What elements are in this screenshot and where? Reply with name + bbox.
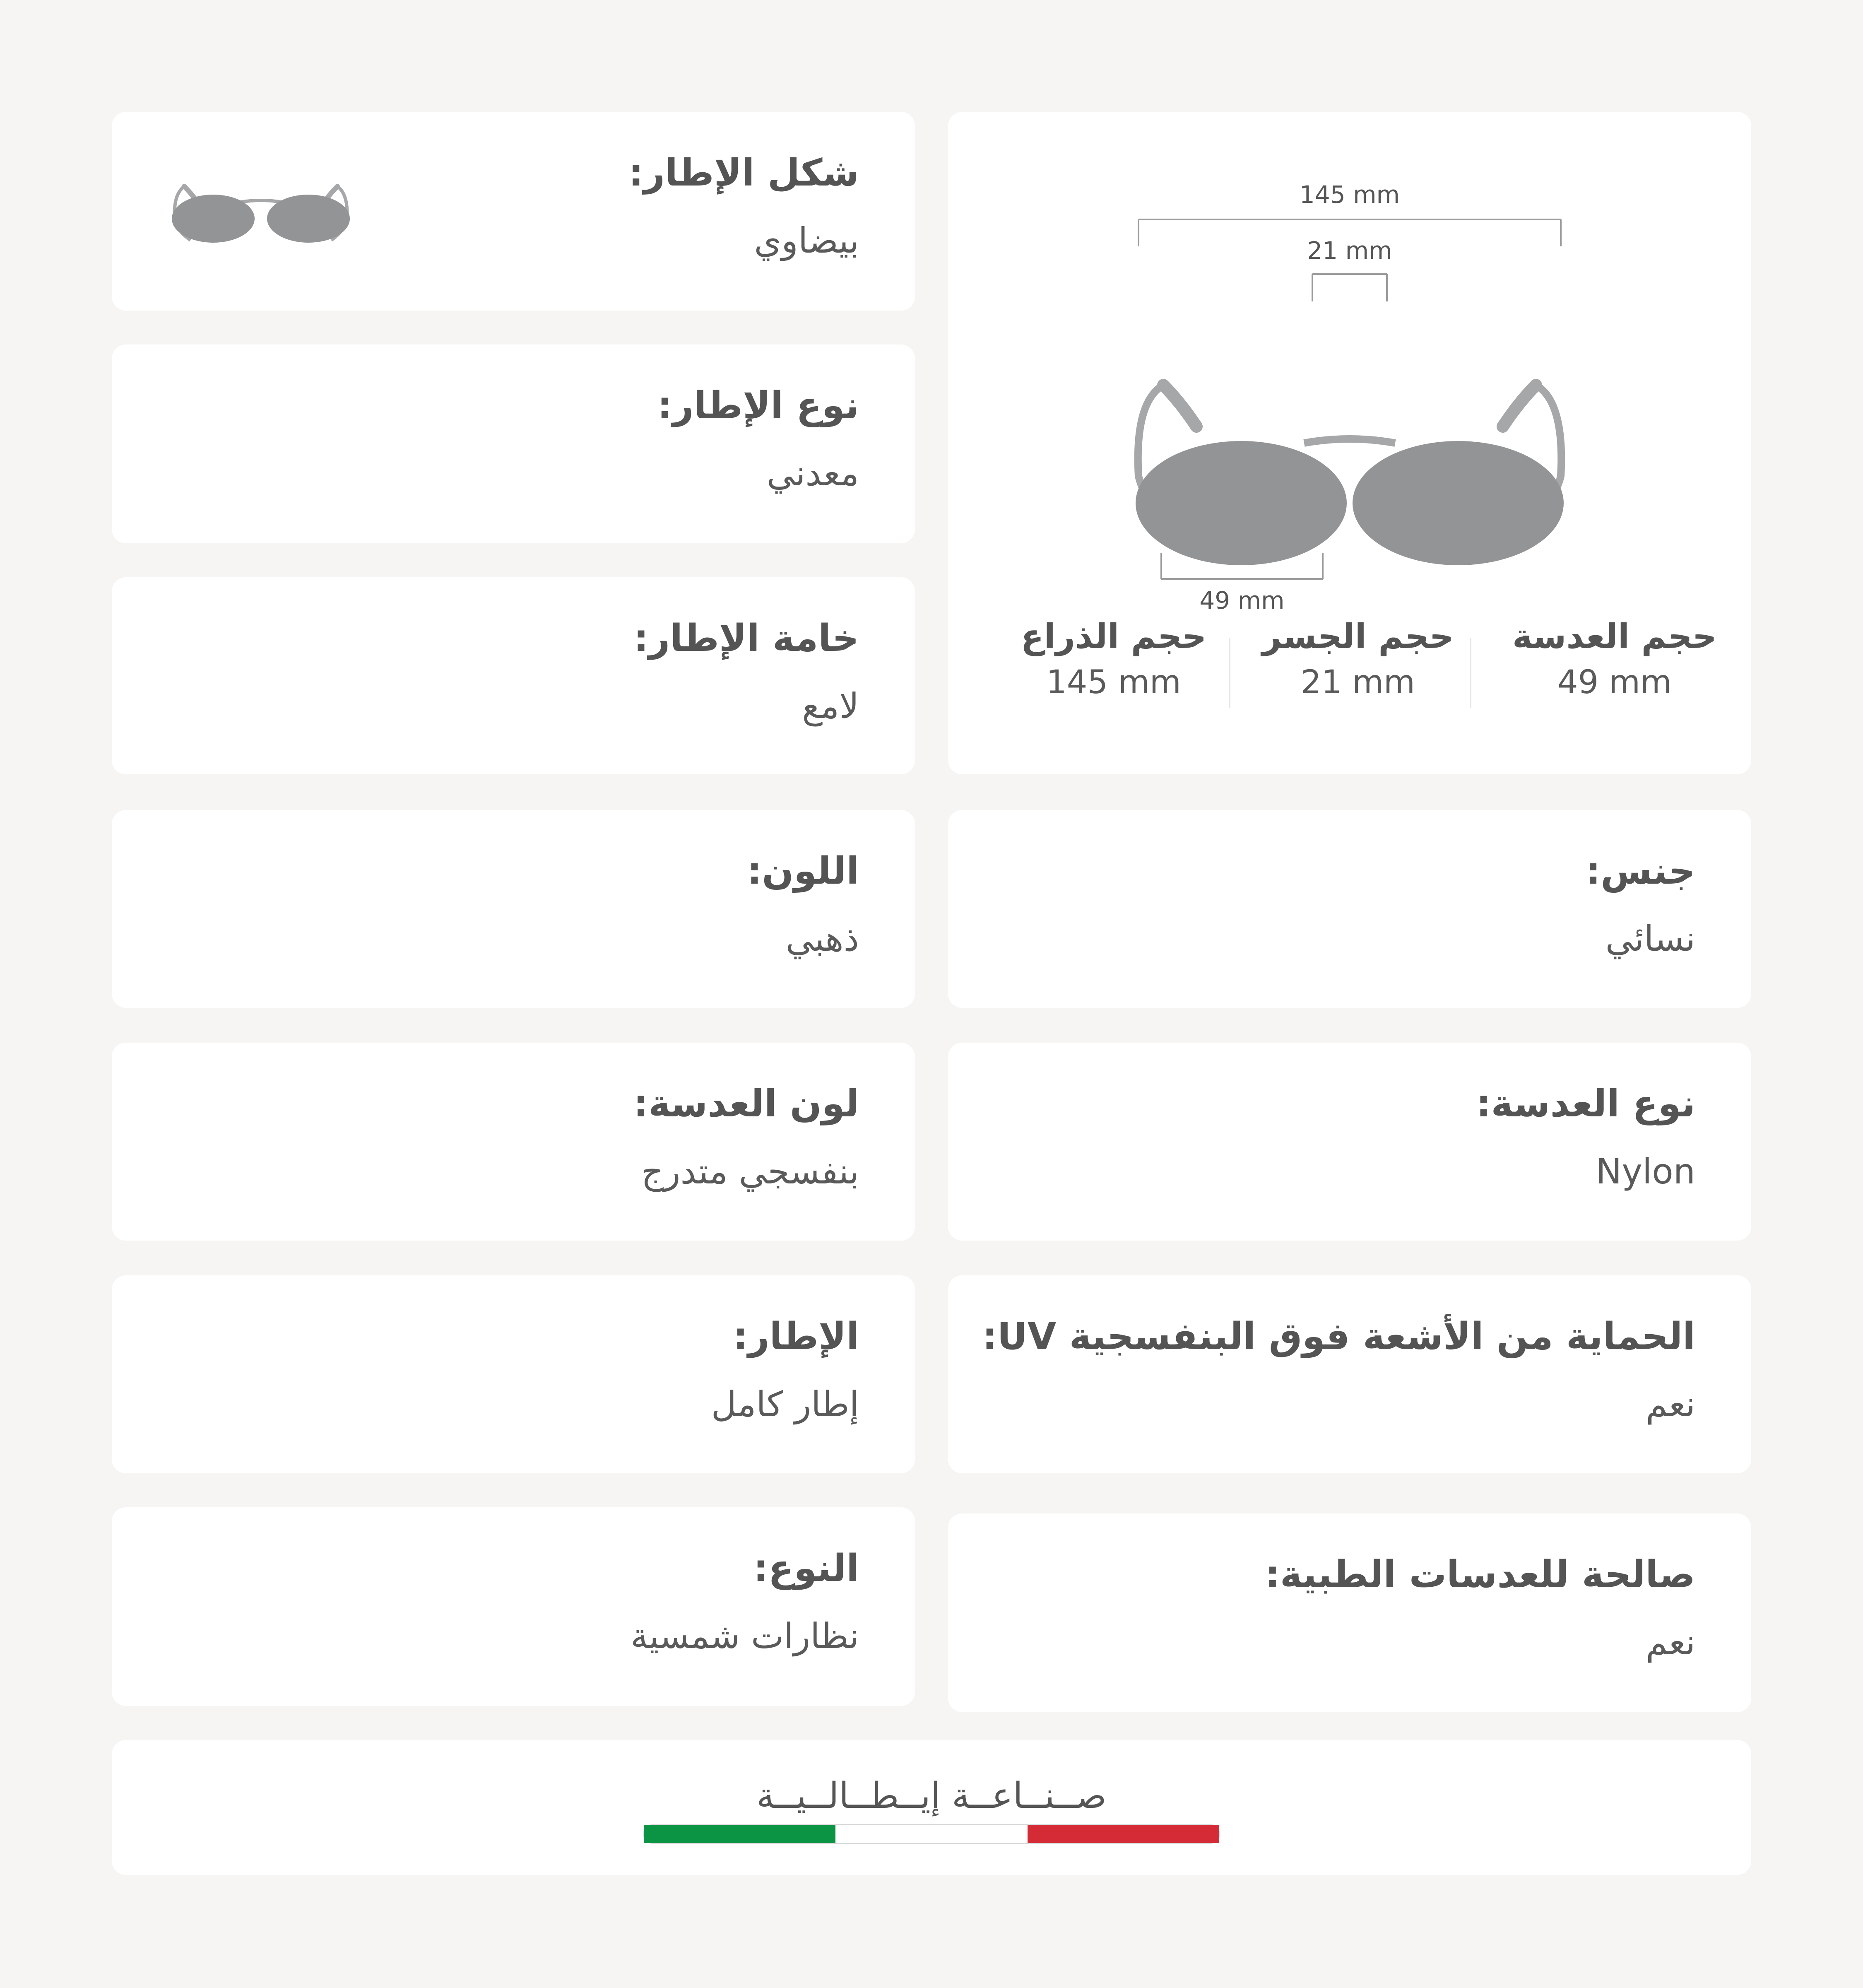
- frame-shape-label: شكل الإطار:: [628, 151, 859, 195]
- divider: [1229, 638, 1230, 708]
- rim-value: إطار كامل: [711, 1384, 859, 1424]
- lens-size: [1503, 617, 1726, 701]
- bridge-dimension-text: 21 mm: [1307, 236, 1392, 265]
- temple-dimension-text: 145 mm: [1299, 181, 1400, 209]
- rim-card: [112, 1275, 915, 1473]
- kind-label: النوع:: [753, 1547, 859, 1590]
- bridge-dimension: [1312, 274, 1387, 301]
- bridge-size-label: حجم الجسر: [1262, 617, 1454, 656]
- italian-flag-bar: [644, 1825, 1219, 1843]
- prescription-card: [948, 1513, 1751, 1712]
- lens-size-label: حجم العدسة: [1512, 617, 1717, 656]
- flag-green: [644, 1825, 835, 1843]
- prescription-label: صالحة للعدسات الطبية:: [1265, 1553, 1695, 1596]
- gender-label: جنس:: [1586, 849, 1695, 893]
- color-value: ذهبي: [785, 918, 859, 959]
- bridge-size: [1246, 617, 1470, 701]
- made-in-italy-card: [112, 1740, 1751, 1875]
- temple-size-label: حجم الذراع: [1021, 617, 1207, 656]
- frame-material-value: لامع: [802, 686, 859, 726]
- gender-card: [948, 810, 1751, 1008]
- flag-white: [835, 1825, 1027, 1843]
- frame-type-card: [112, 345, 915, 543]
- frame-type-label: نوع الإطار:: [657, 384, 859, 427]
- lens-color-value: بنفسجي متدرج: [641, 1151, 859, 1192]
- frame-material-card: [112, 577, 915, 774]
- lens-color-card: [112, 1043, 915, 1241]
- temple-size-value: 145 mm: [1046, 664, 1181, 701]
- lens-type-label: نوع العدسة:: [1476, 1082, 1695, 1125]
- measurements-card: [948, 112, 1751, 774]
- oval-frame-icon: [166, 170, 356, 253]
- divider: [1470, 638, 1471, 708]
- lens-type-card: [948, 1043, 1751, 1241]
- color-label: اللون:: [747, 849, 859, 893]
- made-in-italy-text: صــنــاعــة إيــطــالــيــة: [756, 1775, 1107, 1817]
- uv-protection-label: الحماية من الأشعة فوق البنفسجية UV:: [982, 1315, 1695, 1358]
- lens-size-value: 49 mm: [1557, 664, 1672, 701]
- lens-color-label: لون العدسة:: [633, 1082, 859, 1125]
- uv-protection-card: [948, 1275, 1751, 1473]
- lens-dimension-text: 49 mm: [1199, 586, 1285, 614]
- lens-type-value: Nylon: [1596, 1151, 1695, 1192]
- frame-material-label: خامة الإطار:: [633, 617, 859, 660]
- frame-shape-value: بيضاوي: [754, 220, 859, 261]
- flag-red: [1028, 1825, 1219, 1843]
- uv-protection-value: نعم: [1646, 1384, 1695, 1424]
- temple-size: [1002, 617, 1225, 701]
- frame-type-value: معدني: [766, 453, 859, 494]
- frame-shape-card: [112, 112, 915, 311]
- glasses-dimension-diagram: [948, 112, 1751, 614]
- rim-label: الإطار:: [733, 1315, 859, 1358]
- gender-value: نسائي: [1605, 918, 1695, 959]
- glasses-front-icon: [1136, 385, 1564, 565]
- bridge-size-value: 21 mm: [1300, 664, 1415, 701]
- kind-card: [112, 1507, 915, 1706]
- prescription-value: نعم: [1646, 1622, 1695, 1663]
- color-card: [112, 810, 915, 1008]
- kind-value: نظارات شمسية: [631, 1616, 859, 1656]
